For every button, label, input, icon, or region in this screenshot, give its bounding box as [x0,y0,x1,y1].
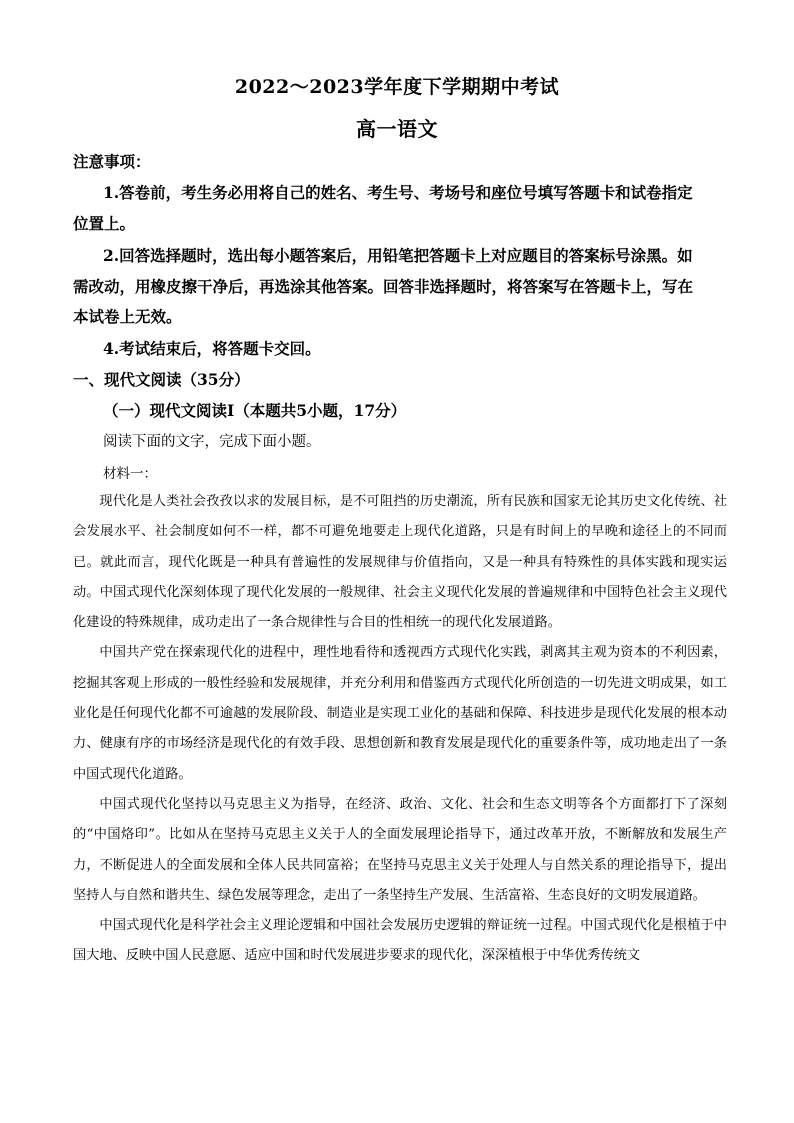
notice-item-2-line-3: 本试卷上无效。 [73,307,182,326]
notice-item-2-line-2: 需改动，用橡皮擦干净后，再选涂其他答案。回答非选择题时，将答案写在答题卡上，写在 [73,277,694,296]
section-heading: 一、现代文阅读（35分） [73,370,250,389]
material-paragraph: 中国式现代化是科学社会主义理论逻辑和中国社会发展历史逻辑的辩证统一过程。中国式现代化是根植于中国大地、反映中国人民意愿、适应中国和时代发展进步要求的现代化，深深植根于中华优秀传统文 [73,918,727,964]
material-paragraph: 中国共产党在探索现代化的进程中，理性地看待和透视西方式现代化实践，剥离其主观为资本的不利因素，挖掘其客观上形成的一般性经验和发展规律，并充分利用和借鉴西方式现代化所创造的一切先进文明成果，如工业化是任何现代化都不可逾越的发展阶段、制造业是实现工业化的基础和保障、科技进步是现代化发展的根本动力、健康有序的市场经济是现代化的有效手段、思想创新和教育发展是现代化的重要条件等，成功地走出了一条中国式现代化道路。 [73,645,727,782]
notice-heading: 注意事项： [73,152,151,171]
notice-item-2-line-1: 2.回答选择题时，选出每小题答案后，用铅笔把答题卡上对应题目的答案标号涂黑。如 [103,246,693,265]
material-paragraph: 现代化是人类社会孜孜以求的发展目标，是不可阻挡的历史潮流，所有民族和国家无论其历史文化传统、社会发展水平、社会制度如何不一样，都不可避免地要走上现代化道路，只是有时间上的早晚和途径上的不同而已。就此而言，现代化既是一种具有普遍性的发展规律与价值指向，又是一种具有特殊性的具体实践和现实运动。中国式现代化深刻体现了现代化发展的一般规律、社会主义现代化发展的普遍规律和中国特色社会主义现代化建设的特殊规律，成功走出了一条合规律性与合目的性相统一的现代化发展道路。 [73,494,727,631]
sub-section-heading: （一）现代文阅读Ⅰ（本题共5小题，17分） [103,401,407,420]
exam-title: 2022～2023学年度下学期期中考试 [234,76,560,98]
material-label: 材料一： [103,466,157,482]
notice-item-4: 4.考试结束后，将答题卡交回。 [103,339,321,358]
material-body [73,487,727,972]
notice-item-1-line-2: 位置上。 [73,214,136,233]
subject-title: 高一语文 [356,117,438,141]
notice-item-1-line-1: 1.答卷前，考生务必用将自己的姓名、考生号、考场号和座位号填写答题卡和试卷指定 [103,183,693,202]
material-paragraph: 中国式现代化坚持以马克思主义为指导，在经济、政治、文化、社会和生态文明等各个方面都打下了深刻的“中国烙印”。比如从在坚持马克思主义关于人的全面发展理论指导下，通过改革开放，不断解放和发展生产力，不断促进人的全面发展和全体人民共同富裕；在坚持马克思主义关于处理人与自然关系的理论指导下，提出坚持人与自然和谐共生、绿色发展等理念，走出了一条坚持生产发展、生活富裕、生态良好的文明发展道路。 [73,796,727,903]
reading-instruction: 阅读下面的文字，完成下面小题。 [103,434,321,450]
